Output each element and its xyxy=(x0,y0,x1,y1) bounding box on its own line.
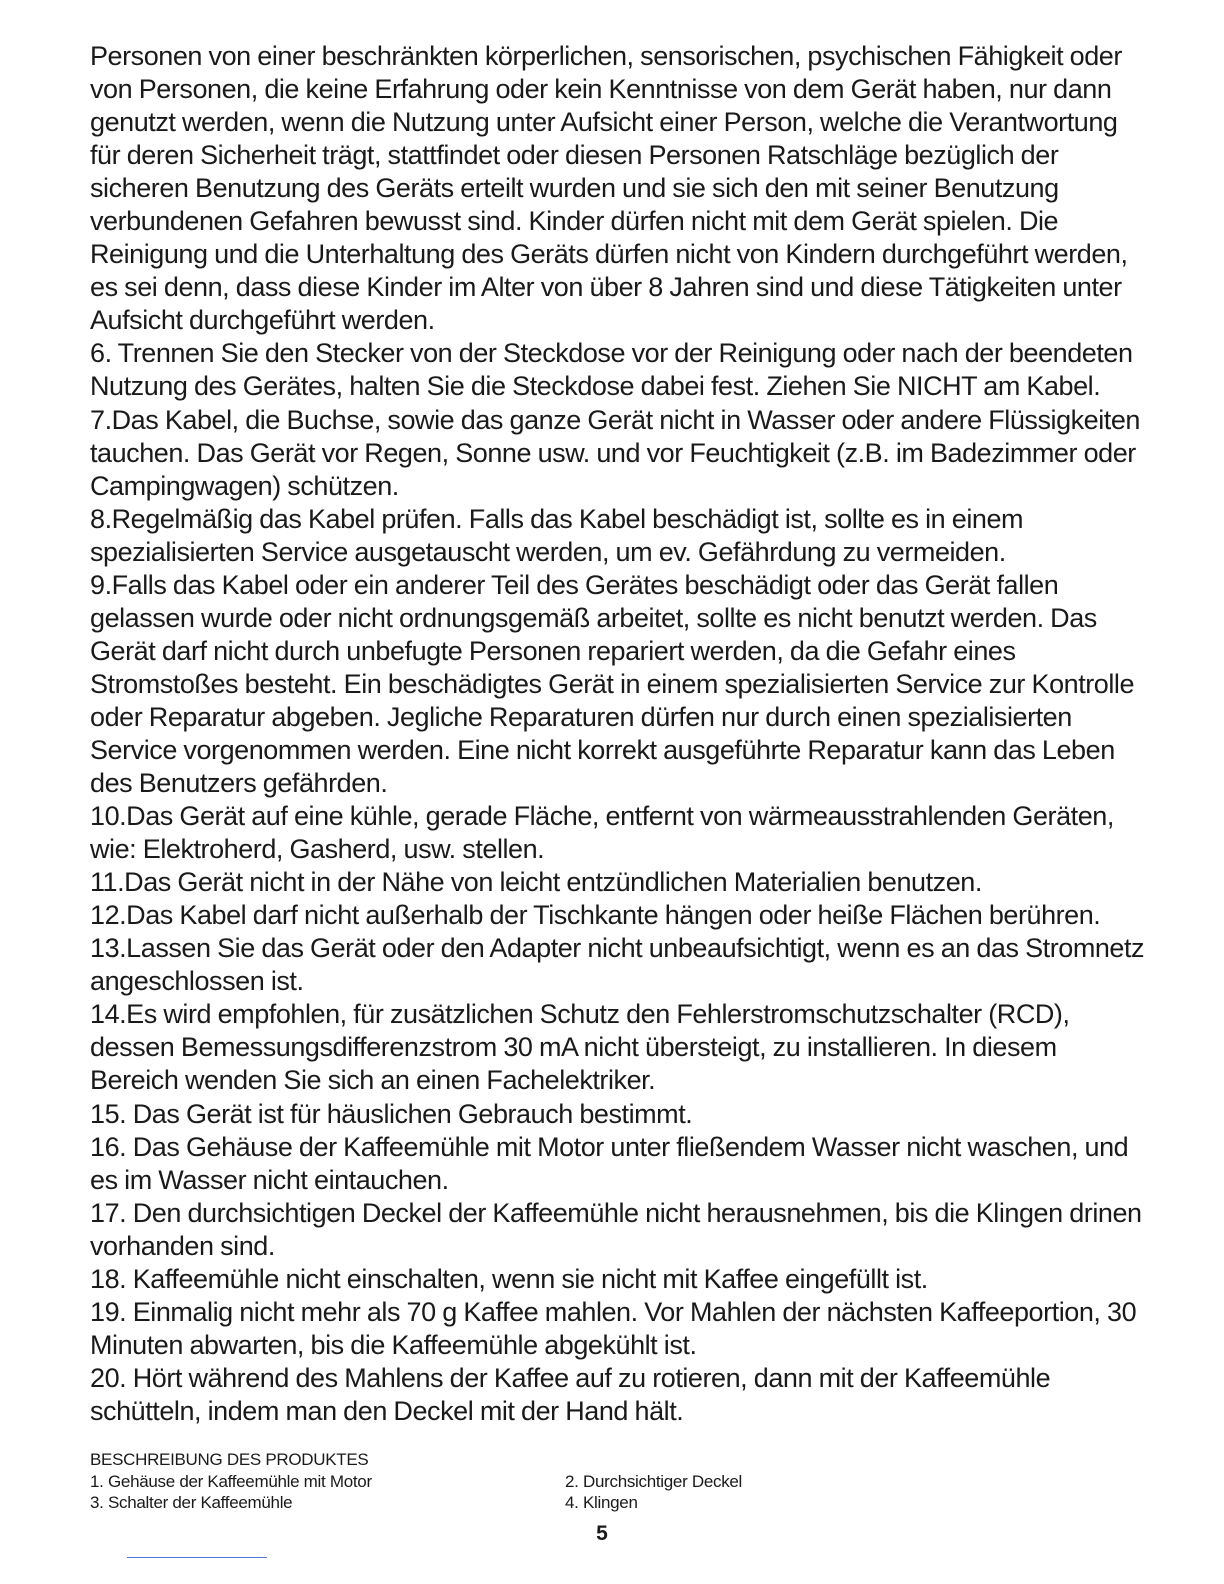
text-line: genutzt werden, wenn die Nutzung unter Aufsicht einer Person, welche die Verantwortung xyxy=(90,107,1118,138)
text-line: Service vorgenommen werden. Eine nicht korrekt ausgeführte Reparatur kann das Leben xyxy=(90,734,1115,765)
text-line: 18. Kaffeemühle nicht einschalten, wenn sie nicht mit Kaffee eingefüllt ist. xyxy=(90,1263,928,1294)
text-line: 12.Das Kabel darf nicht außerhalb der Tischkante hängen oder heiße Flächen berühren. xyxy=(90,900,1101,931)
text-line: Minuten abwarten, bis die Kaffeemühle abgekühlt ist. xyxy=(90,1329,697,1360)
text-line: sicheren Benutzung des Geräts erteilt wurden und sie sich den mit seiner Benutzung xyxy=(90,173,1059,204)
part-item: 2. Durchsichtiger Deckel xyxy=(565,1471,743,1491)
text-line: Reinigung und die Unterhaltung des Geräts dürfen nicht von Kindern durchgeführt werden, xyxy=(90,239,1128,270)
text-line: von Personen, die keine Erfahrung oder kein Kenntnisse von dem Gerät haben, nur dann xyxy=(90,74,1112,105)
text-line: 13.Lassen Sie das Gerät oder den Adapter nicht unbeaufsichtigt, wenn es an das Stromnetz xyxy=(90,933,1145,964)
product-description-heading: BESCHREIBUNG DES PRODUKTES xyxy=(90,1450,369,1469)
part-item: 4. Klingen xyxy=(565,1493,638,1512)
text-line: spezialisierten Service ausgetauscht werden, um ev. Gefährdung zu vermeiden. xyxy=(90,536,1006,567)
text-line: es sei denn, dass diese Kinder im Alter von über 8 Jahren sind und diese Tätigkeiten unter xyxy=(90,272,1122,303)
text-line: Campingwagen) schützen. xyxy=(90,470,399,501)
text-line: für deren Sicherheit trägt, stattfindet oder diesen Personen Ratschläge bezüglich der xyxy=(90,140,1059,171)
text-line: schütteln, indem man den Deckel mit der Hand hält. xyxy=(90,1395,684,1426)
text-line: Bereich wenden Sie sich an einen Fachelektriker. xyxy=(90,1065,656,1096)
text-line: Gerät darf nicht durch unbefugte Personen repariert werden, da die Gefahr eines xyxy=(90,635,1016,666)
text-line: angeschlossen ist. xyxy=(90,966,304,997)
text-line: tauchen. Das Gerät vor Regen, Sonne usw. und vor Feuchtigkeit (z.B. im Badezimmer oder xyxy=(90,437,1136,468)
text-line: es im Wasser nicht eintauchen. xyxy=(90,1164,449,1195)
text-line: 9.Falls das Kabel oder ein anderer Teil des Gerätes beschädigt oder das Gerät fallen xyxy=(90,569,1059,600)
text-line: 7.Das Kabel, die Buchse, sowie das ganze Gerät nicht in Wasser oder andere Flüssigkeiten xyxy=(90,404,1140,435)
text-line: 10.Das Gerät auf eine kühle, gerade Fläche, entfernt von wärmeausstrahlenden Geräten, xyxy=(90,801,1114,832)
text-line: 15. Das Gerät ist für häuslichen Gebrauch bestimmt. xyxy=(90,1098,693,1129)
parts-row xyxy=(90,1492,990,1514)
text-line: dessen Bemessungsdifferenzstrom 30 mA nicht übersteigt, zu installieren. In diesem xyxy=(90,1032,1057,1063)
text-line: 17. Den durchsichtigen Deckel der Kaffeemühle nicht herausnehmen, bis die Klingen drinen xyxy=(90,1197,1142,1228)
page-number: 5 xyxy=(596,1522,608,1545)
text-line: oder Reparatur abgeben. Jegliche Reparaturen dürfen nur durch einen spezialisierten xyxy=(90,701,1072,732)
text-line: 19. Einmalig nicht mehr als 70 g Kaffee mahlen. Vor Mahlen der nächsten Kaffeeportion, 30 xyxy=(90,1296,1137,1327)
text-line: gelassen wurde oder nicht ordnungsgemäß arbeitet, sollte es nicht benutzt werden. Das xyxy=(90,602,1097,633)
text-line: 11.Das Gerät nicht in der Nähe von leicht entzündlichen Materialien benutzen. xyxy=(90,867,982,898)
text-line: Aufsicht durchgeführt werden. xyxy=(90,305,435,336)
text-line: 20. Hört während des Mahlens der Kaffee auf zu rotieren, dann mit der Kaffeemühle xyxy=(90,1362,1051,1393)
safety-instructions-text xyxy=(90,40,1165,1428)
text-line: Stromstoßes besteht. Ein beschädigtes Gerät in einem spezialisierten Service zur Kontrolle xyxy=(90,668,1135,699)
text-line: 14.Es wird empfohlen, für zusätzlichen Schutz den Fehlerstromschutzschalter (RCD), xyxy=(90,999,1070,1030)
text-line: 8.Regelmäßig das Kabel prüfen. Falls das Kabel beschädigt ist, sollte es in einem xyxy=(90,503,1024,534)
product-description xyxy=(90,1449,990,1514)
text-line: Personen von einer beschränkten körperlichen, sensorischen, psychischen Fähigkeit oder xyxy=(90,41,1122,71)
text-line: 6. Trennen Sie den Stecker von der Steckdose vor der Reinigung oder nach der beendeten xyxy=(90,338,1133,369)
parts-row xyxy=(90,1471,990,1493)
footer-rule xyxy=(127,1557,267,1558)
text-line: vorhanden sind. xyxy=(90,1230,275,1261)
part-item: 3. Schalter der Kaffeemühle xyxy=(90,1493,293,1512)
text-line: 16. Das Gehäuse der Kaffeemühle mit Motor unter fließendem Wasser nicht waschen, und xyxy=(90,1131,1129,1162)
text-line: des Benutzers gefährden. xyxy=(90,768,388,799)
part-item: 1. Gehäuse der Kaffeemühle mit Motor xyxy=(90,1471,372,1491)
text-line: verbundenen Gefahren bewusst sind. Kinder dürfen nicht mit dem Gerät spielen. Die xyxy=(90,206,1059,237)
text-line: Nutzung des Gerätes, halten Sie die Steckdose dabei fest. Ziehen Sie NICHT am Kabel. xyxy=(90,371,1101,402)
text-line: wie: Elektroherd, Gasherd, usw. stellen. xyxy=(90,834,545,865)
